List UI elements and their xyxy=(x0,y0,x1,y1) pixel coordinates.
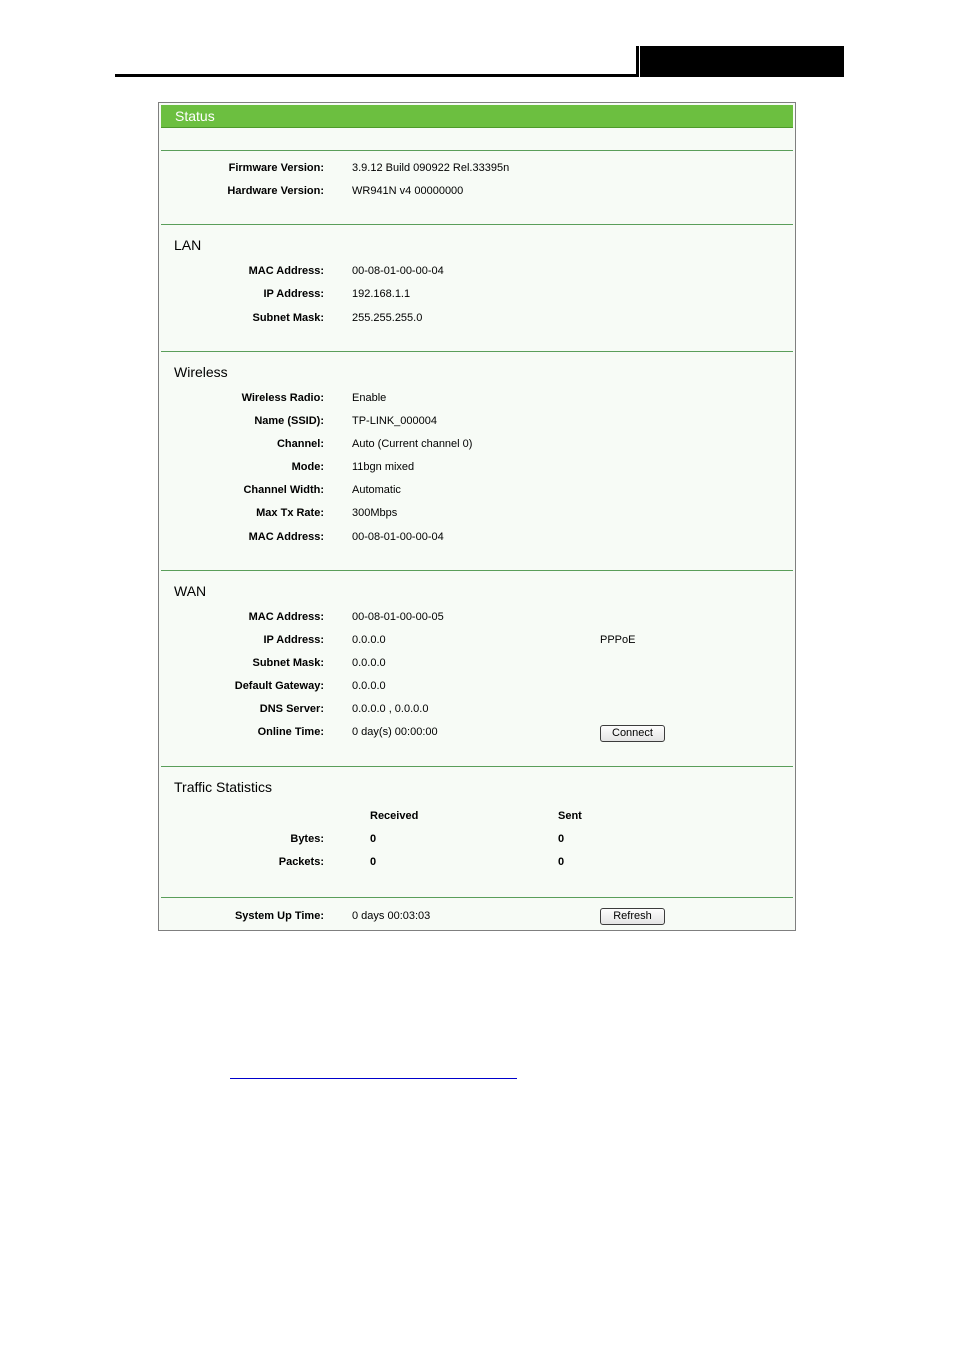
packets-sent: 0 xyxy=(558,856,565,868)
wan-dns-value: 0.0.0.0 , 0.0.0.0 xyxy=(352,703,429,715)
lan-mask-label: Subnet Mask: xyxy=(252,312,324,324)
header-rule xyxy=(115,74,637,77)
sent-column-header: Sent xyxy=(558,810,582,822)
wan-mask-value: 0.0.0.0 xyxy=(352,657,386,669)
header-tab xyxy=(636,46,844,77)
wan-mac-label: MAC Address: xyxy=(248,611,324,623)
wan-online-label: Online Time: xyxy=(257,726,324,738)
system-uptime-label: System Up Time: xyxy=(234,910,324,922)
hardware-version-value: WR941N v4 00000000 xyxy=(352,185,464,197)
bytes-label: Bytes: xyxy=(290,833,324,845)
panel-title: Status xyxy=(175,108,215,124)
wan-ip-label: IP Address: xyxy=(263,634,324,646)
hardware-version-label: Hardware Version: xyxy=(227,185,324,197)
status-panel xyxy=(158,102,796,931)
wireless-mode-value: 11bgn mixed xyxy=(352,461,415,473)
wireless-width-label: Channel Width: xyxy=(243,484,324,496)
wireless-mode-label: Mode: xyxy=(291,461,324,473)
wan-gateway-label: Default Gateway: xyxy=(234,680,324,692)
wireless-radio-value: Enable xyxy=(352,392,387,404)
panel-header xyxy=(161,105,793,128)
hyperlink-underline[interactable] xyxy=(230,1078,517,1079)
connect-button[interactable]: Connect xyxy=(600,725,665,742)
lan-ip-value: 192.168.1.1 xyxy=(352,288,411,300)
wan-mask-label: Subnet Mask: xyxy=(252,657,324,669)
separator xyxy=(161,897,793,898)
lan-ip-label: IP Address: xyxy=(263,288,324,300)
wan-ip-value: 0.0.0.0 xyxy=(352,634,386,646)
separator xyxy=(161,766,793,767)
bytes-sent: 0 xyxy=(558,833,565,845)
wan-connection-type: PPPoE xyxy=(600,634,636,646)
packets-received: 0 xyxy=(370,856,377,868)
wireless-rate-label: Max Tx Rate: xyxy=(256,507,324,519)
received-column-header: Received xyxy=(370,810,419,822)
lan-mac-value: 00-08-01-00-00-04 xyxy=(352,265,444,277)
wireless-ssid-value: TP-LINK_000004 xyxy=(352,415,437,427)
traffic-section-title: Traffic Statistics xyxy=(174,779,273,795)
wireless-section-title: Wireless xyxy=(174,364,228,380)
system-uptime-value: 0 days 00:03:03 xyxy=(352,910,431,922)
firmware-version-label: Firmware Version: xyxy=(228,162,324,174)
lan-mac-label: MAC Address: xyxy=(248,265,324,277)
separator xyxy=(161,351,793,352)
separator xyxy=(161,224,793,225)
separator xyxy=(161,570,793,571)
wan-dns-label: DNS Server: xyxy=(259,703,324,715)
wan-mac-value: 00-08-01-00-00-05 xyxy=(352,611,444,623)
wireless-mac-value: 00-08-01-00-00-04 xyxy=(352,531,444,543)
wan-online-value: 0 day(s) 00:00:00 xyxy=(352,726,438,738)
bytes-received: 0 xyxy=(370,833,377,845)
wan-section-title: WAN xyxy=(174,583,207,599)
wireless-mac-label: MAC Address: xyxy=(248,531,324,543)
wireless-width-value: Automatic xyxy=(352,484,401,496)
wan-gateway-value: 0.0.0.0 xyxy=(352,680,386,692)
refresh-button[interactable]: Refresh xyxy=(600,908,665,925)
firmware-version-value: 3.9.12 Build 090922 Rel.33395n xyxy=(352,162,510,174)
wireless-channel-label: Channel: xyxy=(276,438,324,450)
wireless-ssid-label: Name (SSID): xyxy=(254,415,324,427)
lan-section-title: LAN xyxy=(174,237,202,253)
packets-label: Packets: xyxy=(278,856,324,868)
wireless-rate-value: 300Mbps xyxy=(352,507,398,519)
wireless-radio-label: Wireless Radio: xyxy=(241,392,324,404)
separator xyxy=(161,150,793,151)
wireless-channel-value: Auto (Current channel 0) xyxy=(352,438,473,450)
lan-mask-value: 255.255.255.0 xyxy=(352,312,423,324)
